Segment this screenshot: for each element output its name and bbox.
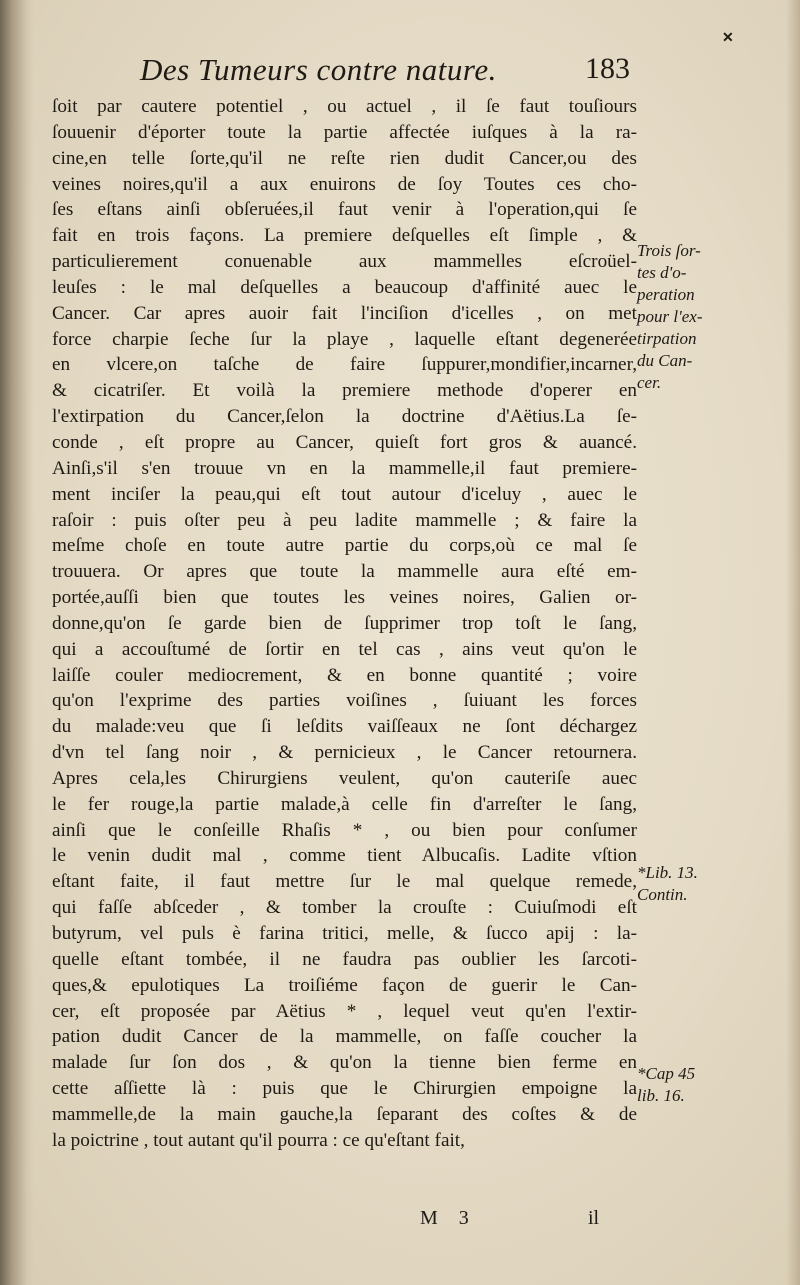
text-line: le fer rouge,la partie malade,à celle fin d'arreſter le ſang, — [52, 793, 637, 815]
text-line: ment inciſer la peau,qui eſt tout autour d'iceluy , auec le — [52, 483, 637, 505]
margin-note-rhasis — [637, 862, 747, 906]
catchword: il — [588, 1207, 600, 1229]
text-line: ſes eſtans ainſi obſeruées,il faut venir à l'operation,qui ſe — [52, 199, 637, 221]
margin-note-line: tes d'o- — [637, 263, 687, 282]
text-line: qu'on l'exprime des parties voiſines , ſuiuant les forces — [52, 690, 637, 712]
text-line: cine,en telle ſorte,qu'il ne reſte rien dudit Cancer,ou des — [52, 147, 637, 169]
text-line: qui a accouſtumé de ſortir en tel cas , ains veut qu'on le — [52, 638, 637, 660]
page-footer — [420, 1207, 620, 1237]
text-line: force charpie ſeche ſur la playe , laquelle eſtant degenerée — [52, 328, 637, 350]
text-line: quelle eſtant tombée, il ne faudra pas oublier les ſarcoti- — [52, 948, 637, 970]
margin-note-line: *Cap 45 — [637, 1064, 696, 1083]
margin-note-line: *Lib. 13. — [637, 863, 698, 882]
text-line: eſtant faite, il faut mettre ſur le mal quelque remede, — [52, 871, 637, 893]
margin-note-line: Contin. — [637, 885, 688, 904]
text-line: d'vn tel ſang noir , & pernicieux , le Cancer retournera. — [52, 742, 637, 764]
text-line: malade ſur ſon dos , & qu'on la tienne bien ferme en — [52, 1052, 637, 1074]
text-line: ainſi que le conſeille Rhaſis * , ou bien pour conſumer — [52, 819, 637, 841]
main-text-block — [52, 94, 637, 1154]
text-line: portée,auſſi bien que toutes les veines noires, Galien or- — [52, 587, 637, 609]
text-line: trouuera. Or apres que toute la mammelle aura eſté em- — [52, 561, 637, 583]
text-line: & cicatriſer. Et voilà la premiere methode d'operer en — [52, 380, 637, 402]
text-line: du malade:veu que ſi leſdits vaiſſeaux ne ſont déchargez — [52, 716, 637, 738]
margin-note-line: lib. 16. — [637, 1086, 685, 1105]
text-line: meſme choſe en toute autre partie du corps,où ce mal ſe — [52, 535, 637, 557]
text-line: cer, eſt proposée par Aëtius * , lequel veut qu'en l'extir- — [52, 1000, 637, 1022]
signature-mark: M 3 — [420, 1207, 477, 1229]
corner-mark: ✕ — [722, 31, 734, 46]
text-line: particulierement conuenable aux mammelles eſcroüel- — [52, 251, 637, 273]
binding-shadow — [0, 0, 34, 1285]
margin-note-operation — [637, 240, 747, 394]
text-line: ſouuenir d'éporter toute la partie affectée iuſques à la ra- — [52, 121, 637, 143]
text-line: mammelle,de la main gauche,la ſeparant des coſtes & de — [52, 1103, 637, 1125]
page-header — [140, 52, 640, 96]
text-line: le venin dudit mal , comme tient Albucaſis. Ladite vſtion — [52, 845, 637, 867]
page-edge — [786, 0, 800, 1285]
margin-note-line: cer. — [637, 373, 662, 392]
text-line: veines noires,qu'il a aux enuirons de ſoy Toutes ces cho- — [52, 173, 637, 195]
margin-note-line: tirpation — [637, 329, 697, 348]
margin-note-line: du Can- — [637, 351, 693, 370]
text-line: cette aſſiette là : puis que le Chirurgien empoigne la — [52, 1078, 637, 1100]
text-line: fait en trois façons. La premiere deſquelles eſt ſimple , & — [52, 225, 637, 247]
text-line: pation dudit Cancer de la mammelle, on faſſe coucher la — [52, 1026, 637, 1048]
text-line: ques,& epulotiques La troiſiéme façon de guerir le Can- — [52, 974, 637, 996]
text-line: laiſſe couler mediocrement, & en bonne quantité ; voire — [52, 664, 637, 686]
text-line: Cancer. Car apres auoir fait l'inciſion d'icelles , on met — [52, 302, 637, 324]
margin-note-aetius — [637, 1063, 747, 1107]
text-line: qui faſſe abſceder , & tomber la crouſte : Cuiuſmodi eſt — [52, 897, 637, 919]
margin-note-line: Trois ſor- — [637, 241, 701, 260]
text-line: l'extirpation du Cancer,ſelon la doctrine d'Aëtius.La ſe- — [52, 406, 637, 428]
running-head: Des Tumeurs contre nature. — [140, 52, 497, 87]
page-number: 183 — [585, 52, 630, 85]
text-line: Ainſi,s'il s'en trouue vn en la mammelle,il faut premiere- — [52, 457, 637, 479]
text-line: en vlcere,on taſche de faire ſuppurer,mondifier,incarner, — [52, 354, 637, 376]
text-line: leuſes : le mal deſquelles a beaucoup d'affinité auec le — [52, 276, 637, 298]
text-line: butyrum, vel puls è farina tritici, melle, & ſucco apij : la- — [52, 923, 637, 944]
text-line: la poictrine , tout autant qu'il pourra : ce qu'eſtant fait, — [52, 1129, 465, 1151]
margin-note-line: pour l'ex- — [637, 307, 703, 326]
text-line: ſoit par cautere potentiel , ou actuel , il ſe faut touſiours — [52, 96, 637, 117]
text-line: conde , eſt propre au Cancer, quieſt fort gros & auancé. — [52, 431, 637, 453]
text-line: donne,qu'on ſe garde bien de ſupprimer trop toſt le ſang, — [52, 612, 637, 634]
text-line: Apres cela,les Chirurgiens veulent, qu'on cauteriſe auec — [52, 767, 637, 789]
text-line: raſoir : puis oſter peu à peu ladite mammelle ; & faire la — [52, 509, 637, 531]
margin-note-line: peration — [637, 285, 695, 304]
